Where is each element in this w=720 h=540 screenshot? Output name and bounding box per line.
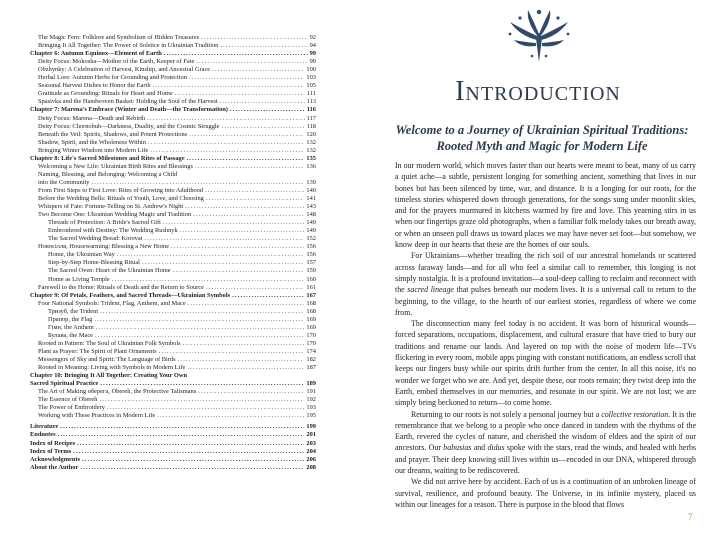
toc-entry (30, 82, 316, 90)
toc-entry (30, 74, 316, 82)
toc-page-number: 136 (306, 162, 316, 170)
toc-entry-title: Index of Terms (30, 447, 72, 455)
toc-leader-dots (232, 292, 304, 300)
toc-entry (30, 464, 316, 472)
toc-entry-title: Step-by-Step Home-Blessing Ritual (48, 259, 140, 267)
toc-entry (30, 131, 316, 139)
toc-entry-title: Index of Recipes (30, 439, 76, 447)
toc-page-number: 208 (306, 463, 316, 471)
toc-entry (30, 308, 316, 316)
toc-entry (30, 364, 316, 372)
toc-entry (30, 259, 316, 267)
toc-entry (30, 90, 316, 98)
toc-page-number: 168 (306, 307, 316, 315)
toc-entry (30, 50, 316, 58)
toc-page-number: 149 (306, 227, 316, 235)
toc-page-number: 132 (306, 146, 316, 154)
toc-entry (30, 187, 316, 195)
toc-entry-title: Rooted in Pattern: The Soul of Ukrainian Folk Symbols (38, 339, 181, 347)
toc-entry-title: Гімн, the Anthem (48, 323, 94, 331)
toc-leader-dots (147, 115, 304, 123)
toc-entry-title: Тризуб, the Trident (48, 307, 99, 315)
toc-entry-title: Deity Focus: Marena—Death and Rebirth (38, 114, 146, 122)
toc-leader-dots (96, 324, 305, 332)
toc-page-number: 192 (306, 396, 316, 404)
toc-leader-dots (173, 267, 305, 275)
toc-entry-title: Whispers of Fate: Fortune-Telling on St. Andrew's Night (38, 203, 184, 211)
toc-entry (30, 448, 316, 456)
toc-entry (30, 155, 316, 163)
toc-page-number: 203 (306, 439, 316, 447)
body-paragraph: The disconnection many feel today is no accident. It was born of historical wounds—forced separations, occupations, displacement, and cultural erasure that have tried to bury our traditions and rename our lands. And layered on top with the noise of modern life—TVs flickering in every room, mobile apps pinging with constant notifications, an endless scroll that keeps our fingers busy while our spirits drift further from the center. In all this noise, it's no wonder we forget who we are. And yet, despite these, our roots remain; they twist deep into the Earth, embed themselves in our memories, and resonate in our spirit. We are not lost; we are simply being beckoned to return—to come home. (395, 319, 696, 408)
toc-leader-dots (193, 211, 304, 219)
toc-leader-dots (178, 356, 305, 364)
toc-leader-dots (82, 456, 304, 464)
body-paragraph: Returning to our roots is not solely a personal journey but a collective restoration. It is the remembrance that we belong to a people who once danced in tandem with the rhythms of the Earth, revered the cycles of nature, and cherished the wisdom of elders and the spirit of our ancestors. Our babusias and didus spoke with the stars, read the winds, and healed with herbs and prayer. Their deep knowing still lives within us—encoded in our DNA, whispered through our dreams, waiting to be rediscovered. (395, 409, 696, 476)
toc-leader-dots (187, 364, 304, 372)
toc-leader-dots (148, 139, 305, 147)
toc-page-number: 94 (309, 42, 316, 50)
toc-leader-dots (230, 106, 305, 114)
toc-entry (30, 412, 316, 420)
toc-entry (30, 163, 316, 171)
toc-leader-dots (99, 396, 304, 404)
toc-entry (30, 203, 316, 211)
toc-page-number: 159 (306, 267, 316, 275)
toc-leader-dots (198, 388, 304, 396)
toc-page-number: 99 (309, 58, 316, 66)
toc-page-number: 139 (306, 178, 316, 186)
toc-entry (30, 292, 316, 300)
toc-page-number: 189 (306, 380, 316, 388)
toc-leader-dots (163, 219, 304, 227)
toc-entry-title: Булава, the Mace (48, 331, 94, 339)
body-paragraph: For Ukrainians—whether treading the rich soil of our ancestral homelands or scattered across faraway lands—and for all who feel a similar call to remember, this longing is not simply nostalgia. It is a profound invitation—a soul-deep calling to reclaim and reconnect with the sacred lineage that pulses beneath our modern lives. It is a universal call to return to the beginning, to the village, to the hearth of our earliest stories, regardless of where we come from. (395, 251, 696, 317)
toc-leader-dots (187, 155, 305, 163)
toc-entry-title: Chapter 9: Of Petals, Feathers, and Sacred Threads—Ukrainian Symbols (30, 291, 231, 299)
toc-page-number: 169 (306, 323, 316, 331)
toc-entry-title: Welcoming a New Life: Ukrainian Birth Rites and Blessings (38, 162, 193, 170)
toc-entry (30, 115, 316, 123)
body-text (395, 160, 696, 510)
toc-entry-title: Rooted in Meaning: Living with Symbols in Modern Life (38, 364, 186, 372)
toc-leader-dots (175, 90, 305, 98)
toc-page-number: 157 (306, 259, 316, 267)
toc-entry (30, 66, 316, 74)
toc-page-number: 167 (306, 291, 316, 299)
toc-page-number: 161 (306, 283, 316, 291)
toc-entry-title: Spasivka and the Handwoven Basket: Holding the Soul of the Harvest (38, 98, 218, 106)
toc-entry (30, 171, 316, 179)
toc-leader-dots (142, 259, 304, 267)
toc-page-number: 100 (306, 66, 316, 74)
toc-leader-dots (157, 412, 304, 420)
toc-page-number: 195 (306, 412, 316, 420)
toc-leader-dots (159, 348, 305, 356)
toc-leader-dots (145, 235, 305, 243)
toc-entry (30, 139, 316, 147)
toc-leader-dots (150, 147, 304, 155)
toc-entry (30, 440, 316, 448)
toc-page-number: 187 (306, 364, 316, 372)
toc-leader-dots (206, 195, 305, 203)
toc-entry-title: Bringing It All Together: The Power of Solstice in Ukrainian Tradition (38, 42, 219, 50)
toc-page-number: 143 (306, 203, 316, 211)
toc-leader-dots (195, 163, 304, 171)
toc-entry (30, 58, 316, 66)
toc-page-number: 156 (306, 243, 316, 251)
toc-entry-title: Endnotes (30, 431, 56, 439)
toc-entry (30, 276, 316, 284)
toc-page-number: 113 (306, 98, 316, 106)
toc-leader-dots (77, 440, 304, 448)
toc-leader-dots (206, 284, 304, 292)
toc-entry-title: Новосілля, Housewarming: Blessing a New Home (38, 243, 170, 251)
toc-leader-dots (180, 227, 305, 235)
toc-page-number: 170 (306, 331, 316, 339)
toc-entry-title: Home, the Ukrainian Way (48, 251, 115, 259)
toc-entry (30, 235, 316, 243)
toc-page-number: 120 (306, 130, 316, 138)
toc-page-number: 92 (309, 34, 316, 41)
toc-leader-dots (58, 431, 305, 439)
toc-entry-title: Прапор, the Flag (48, 315, 93, 323)
toc-leader-dots (222, 123, 305, 131)
toc-entry-title: The Sacred Wedding Bread: Korovai (48, 235, 143, 243)
toc-page-number: 148 (306, 211, 316, 219)
toc-leader-dots (171, 243, 304, 251)
toc-entry (30, 456, 316, 464)
toc-entry (30, 243, 316, 251)
toc-entry-title: Home as Living Temple (48, 275, 110, 283)
toc-page-number: 105 (306, 82, 316, 90)
toc-page-number: 160 (306, 275, 316, 283)
toc-entry-title: Plant as Prayer: The Spirit of Plant Ornaments (38, 347, 157, 355)
toc-leader-dots (196, 58, 307, 66)
toc-entry (30, 300, 316, 308)
toc-page-number: 168 (306, 299, 316, 307)
toc-entry-title: The Sacred Oven: Heart of the Ukrainian Home (48, 267, 171, 275)
toc-entry-title: About the Author (30, 463, 79, 471)
page-number: 7 (688, 512, 693, 522)
toc-entry (30, 42, 316, 50)
body-paragraph: We did not arrive here by accident. Each of us is a continuation of an unbroken lineage of survival, resilience, and profound beauty. The Universe, in its infinite mystery, placed us within our lineages for a reason. There is purpose in the blood that flows (395, 477, 696, 509)
toc-entry-title: From First Steps to First Love: Rites of Growing into Adulthood (38, 186, 204, 194)
toc-entry (30, 147, 316, 155)
toc-entry-title: Obzhynky: A Celebration of Harvest, Kinship, and Ancestral Grace (38, 66, 211, 74)
chapter-heading: Introduction (455, 76, 621, 107)
toc-entry-title: Chapter 10: Bringing It All Together: Creating Your Own (30, 372, 188, 380)
toc-leader-dots (80, 464, 304, 472)
toc-entry-title: Threads of Protection: A Bride's Sacred Gift (48, 219, 161, 227)
toc-entry-title: Gratitude as Grounding: Rituals for Heart and Home (38, 90, 173, 98)
toc-leader-dots (201, 34, 307, 42)
toc-entry (30, 123, 316, 131)
toc-page-number: 156 (306, 251, 316, 259)
toc-entry-title: Embroidered with Destiny: The Wedding Rushnyk (48, 227, 178, 235)
toc-entry (30, 332, 316, 340)
toc-entry (30, 423, 316, 431)
toc-entry (30, 348, 316, 356)
toc-leader-dots (91, 179, 304, 187)
toc-page-number: 116 (306, 106, 316, 114)
toc-entry (30, 98, 316, 106)
toc-entry (30, 356, 316, 364)
toc-leader-dots (164, 50, 308, 58)
toc-page-number: 135 (306, 154, 316, 162)
toc-leader-dots (188, 300, 305, 308)
toc-entry (30, 316, 316, 324)
decorative-ornament (506, 8, 572, 64)
toc-entry-title: Four National Symbols: Trident, Flag, Anthem, and Mace (38, 299, 186, 307)
toc-page-number: 169 (306, 315, 316, 323)
toc-entry-title: Working with These Practices in Modern Life (38, 412, 156, 420)
toc-entry-title: The Art of Making оберега, Obereh, the Protective Talismans (38, 388, 197, 396)
toc-page-number: 99 (309, 50, 316, 58)
toc-entry (30, 195, 316, 203)
toc-entry-title: Herbal Lore: Autumn Herbs for Grounding and Protection (38, 74, 187, 82)
toc-entry (30, 404, 316, 412)
toc-page-number: 199 (306, 423, 316, 431)
toc-entry-title: Acknowledgments (30, 455, 81, 463)
toc-leader-dots (153, 82, 305, 90)
toc-entry-title: The Power of Embroidery (38, 404, 105, 412)
toc-entry (30, 284, 316, 292)
toc-entry (30, 372, 316, 380)
toc-entry-title: Beneath the Veil: Spirits, Shadows, and Potent Protections (38, 130, 188, 138)
toc-page-number: 170 (306, 339, 316, 347)
toc-leader-dots (60, 423, 304, 431)
toc-entry (30, 179, 316, 187)
toc-page-number: 132 (306, 138, 316, 146)
toc-entry (30, 227, 316, 235)
toc-entry-title: Literature (30, 423, 59, 431)
toc-leader-dots (112, 276, 305, 284)
toc-entry-title: Chapter 8: Life's Sacred Milestones and Rites of Passage (30, 154, 185, 162)
toc-leader-dots (117, 251, 305, 259)
toc-leader-dots (73, 448, 304, 456)
toc-entry (30, 340, 316, 348)
toc-entry (30, 219, 316, 227)
toc-leader-dots (100, 308, 304, 316)
toc-page-number: 201 (306, 431, 316, 439)
toc-entry (30, 431, 316, 439)
toc-leader-dots (189, 74, 305, 82)
toc-page-number: 152 (306, 235, 316, 243)
toc-page-number: 182 (306, 356, 316, 363)
toc-leader-dots (185, 203, 304, 211)
toc-entry-title: The Magic Fern: Folklore and Symbolism of Hidden Treasures (38, 34, 200, 41)
toc-leader-dots (100, 380, 304, 388)
toc-page-number: 111 (306, 90, 316, 98)
chapter-subtitle: Welcome to a Journey of Ukrainian Spiritual Traditions: Rooted Myth and Magic for Modern Life (395, 123, 689, 153)
toc-entry (30, 106, 316, 114)
toc-entry (30, 251, 316, 259)
toc-entry-title: Messengers of Sky and Spirit: The Language of Birds (38, 356, 176, 363)
toc-leader-dots (205, 187, 304, 195)
toc-entry-title: Sacred Spiritual Practice (30, 380, 99, 388)
toc-page-number: 206 (306, 455, 316, 463)
toc-entry-title: Seasonal Harvest Dishes to Honor the Earth (38, 82, 151, 90)
toc-leader-dots (94, 316, 304, 324)
toc-leader-dots (107, 404, 305, 412)
toc-entry-title: Shadow, Spirit, and the Wholeness Within (38, 138, 146, 146)
toc-entry (30, 380, 316, 388)
toc-entry (30, 34, 316, 42)
toc-entry-title: into the Community (38, 178, 90, 186)
toc-page-number: 103 (306, 74, 316, 82)
toc-page-number: 193 (306, 404, 316, 412)
toc-leader-dots (183, 340, 305, 348)
toc-entry-title: Two Become One: Ukrainian Wedding Magic and Tradition (38, 211, 192, 219)
toc-leader-dots (212, 66, 304, 74)
toc-leader-dots (189, 131, 304, 139)
body-paragraph: In our modern world, which moves faster than our hearts were meant to beat, many of us carry a quiet ache—a subtle, persistent longing for something ancient, something that lives in our bones but has been silenced by time, war, and distance. It is a longing for our roots, for the timeless stories whispered down through generations, for the songs sung under moonlit skies, and for the prayers murmured in kitchens warmed by fire and love. This yearning stirs in us when our fingertips graze old photographs, when a familiar folk melody takes our breath away, or when an unseen pull draws us toward places we may have never set foot—but somehow, we know deep in our hearts that these are the homes of our souls. (395, 161, 696, 250)
toc-leader-dots (95, 332, 304, 340)
toc-page-number: 140 (306, 186, 316, 194)
toc-entry-title: Chapter 7: Marena's Embrace (Winter and Death—the Transformation) (30, 106, 228, 114)
toc-page-number: 117 (306, 114, 316, 122)
toc-entry-title: Before the Wedding Bells: Rituals of Youth, Love, and Choosing (38, 195, 204, 202)
toc-entry-title: Deity Focus: Mokosha—Mother of the Earth, Keeper of Fate (38, 58, 195, 66)
toc-entry-title: Deity Focus: Chornobuh—Darkness, Duality, and the Cosmic Struggle (38, 122, 220, 130)
toc-entry-title: Farewell to the Home: Rituals of Death and the Return to Source (38, 283, 204, 291)
toc-page-number: 204 (306, 447, 316, 455)
toc-entry-title: Bringing Winter Wisdom into Modern Life (38, 146, 149, 154)
toc-entry-title: Naming, Blessing, and Belonging: Welcoming a Child (38, 170, 178, 178)
toc-page-number: 118 (306, 122, 316, 130)
toc-entry-title: The Essence of Obereh (38, 396, 98, 404)
toc-entry (30, 324, 316, 332)
toc-entry (30, 267, 316, 275)
toc-page-number: 174 (306, 347, 316, 355)
toc-page-number: 149 (306, 219, 316, 227)
toc-page-number: 191 (306, 388, 316, 396)
toc-entry (30, 396, 316, 404)
toc-entry-title: Chapter 6: Autumn Equinox—Element of Earth (30, 50, 162, 58)
toc-leader-dots (220, 42, 307, 50)
toc-entry (30, 211, 316, 219)
toc-leader-dots (220, 98, 305, 106)
toc-page-number: 141 (306, 195, 316, 202)
toc-entry (30, 388, 316, 396)
